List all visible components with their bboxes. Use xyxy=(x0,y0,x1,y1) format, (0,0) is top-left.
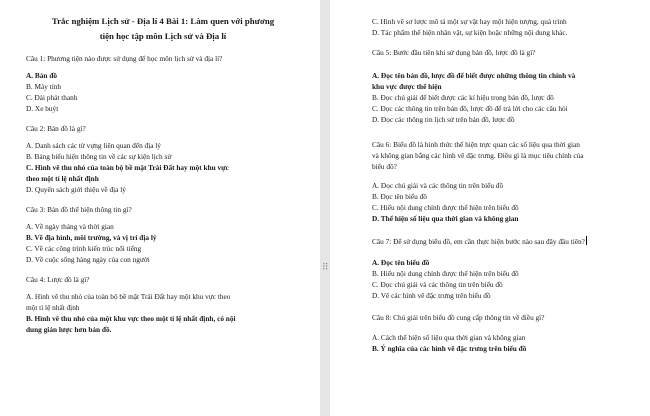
question-7-option-b: B. Hiểu nội dung chính được thể hiện trên biểu đồ xyxy=(372,269,519,278)
question-4-option-d: D. Tác phẩm thể hiện nhân vật, sự kiện hoặc những nội dung khác. xyxy=(372,28,568,37)
question-4-option-a-cont: một tỉ lệ nhất định xyxy=(26,303,80,312)
question-1-option-c: C. Đài phát thanh xyxy=(26,93,78,102)
question-8-option-a: A. Cách thể hiện số liệu qua thời gian và không gian xyxy=(372,333,526,342)
question-4: Câu 4: Lược đồ là gì? xyxy=(26,275,90,284)
question-6-line-2: và không gian bằng các hình vẽ đặc trưng. Điều gì là mục tiêu chính của xyxy=(372,151,584,160)
drag-handle-icon[interactable]: ⠿ xyxy=(322,263,329,273)
question-6-option-a: A. Đọc chú giải và các thông tin trên biểu đồ xyxy=(372,181,504,190)
question-7-option-c: C. Đọc chú giải và các thông tin trên biểu đồ xyxy=(372,280,503,289)
question-1: Câu 1: Phương tiện nào được sử dụng để học môn lịch sử và địa lí? xyxy=(26,54,223,63)
question-2-option-a: A. Danh sách các từ vựng liên quan đến địa lý xyxy=(26,141,161,150)
question-6-option-d: D. Thể hiện số liệu qua thời gian và không gian xyxy=(372,214,519,223)
question-7-text: Câu 7: Để sử dụng biểu đồ, em cần thực hiện bước nào sau đây đầu tiên? xyxy=(372,237,585,246)
question-2: Câu 2: Bản đồ là gì? xyxy=(26,124,86,133)
question-1-option-a: A. Bản đồ xyxy=(26,71,58,80)
title-line-2: tiện học tập môn Lịch sử và Địa lí xyxy=(99,31,227,41)
question-5: Câu 5: Bước đầu tiên khi sử dụng bản đồ, lược đồ là gì? xyxy=(372,48,536,57)
text-cursor xyxy=(586,236,587,245)
question-6-line-1: Câu 6: Biểu đồ là hình thức thể hiện trực quan các số liệu qua thời gian xyxy=(372,140,580,149)
question-5-option-a-cont: khu vực được thể hiện xyxy=(372,82,442,91)
question-4-option-c: C. Hình vẽ sơ lược mô tả một sự vật hay một hiện tượng, quá trình xyxy=(372,17,567,26)
question-5-option-c: C. Đọc các thông tin trên bản đồ, lược đồ để trả lời cho các câu hỏi xyxy=(372,104,568,113)
question-6-option-c: C. Hiểu nội dung chính được thể hiện trên biểu đồ xyxy=(372,203,519,212)
question-5-option-b: B. Đọc chú giải để biết được các kí hiệu trong bản đồ, lược đồ xyxy=(372,93,554,102)
question-1-option-d: D. Xe buýt xyxy=(26,104,59,113)
question-2-option-d: D. Quyển sách giới thiệu về địa lý xyxy=(26,185,126,194)
question-6-option-b: B. Đọc tên biểu đồ xyxy=(372,192,427,201)
document-title xyxy=(26,14,308,44)
question-5-option-d: D. Đọc các thông tin lịch sử trên bản đồ, lược đồ xyxy=(372,115,515,124)
document-page-left[interactable] xyxy=(0,0,320,416)
document-page-right[interactable] xyxy=(330,0,650,416)
question-3: Câu 3: Bản đồ thể hiện thông tin gì? xyxy=(26,205,132,214)
question-4-option-a: A. Hình vẽ thu nhỏ của toàn bộ bề mặt Trái Đất hay một khu vực theo xyxy=(26,292,231,301)
title-line-1: Trắc nghiệm Lịch sử - Địa lí 4 Bài 1: Làm quen với phương xyxy=(51,16,275,26)
question-3-option-b: B. Về địa hình, môi trường, và vị trí địa lý xyxy=(26,233,157,242)
question-3-option-d: D. Về cuộc sống hàng ngày của con người xyxy=(26,255,150,264)
question-6-line-3: biểu đồ? xyxy=(372,162,397,171)
question-8: Câu 8: Chú giải trên biểu đồ cung cấp thông tin về điều gì? xyxy=(372,313,545,322)
question-2-option-b: B. Bảng biểu hiện thông tin về các sự kiện lịch sử xyxy=(26,152,172,161)
question-4-option-b: B. Hình vẽ thu nhỏ của một khu vực theo một tỉ lệ nhất định, có nội xyxy=(26,314,236,323)
question-3-option-c: C. Về các công trình kiến trúc nổi tiếng xyxy=(26,244,142,253)
question-7-option-d: D. Vẽ các hình vẽ đặc trưng trên biểu đồ xyxy=(372,291,491,300)
question-7[interactable] xyxy=(372,236,640,247)
question-2-option-c-cont: theo một tỉ lệ nhất định xyxy=(26,174,99,183)
question-2-option-c: C. Hình vẽ thu nhỏ của toàn bộ bề mặt Trái Đất hay một khu vực xyxy=(26,163,229,172)
question-8-option-b: B. Ý nghĩa của các hình vẽ đặc trưng trên biểu đồ xyxy=(372,344,527,353)
question-3-option-a: A. Về ngày tháng và thời gian xyxy=(26,222,114,231)
question-1-option-b: B. Máy tính xyxy=(26,82,62,91)
question-7-option-a: A. Đọc tên biểu đồ xyxy=(372,258,430,267)
question-4-option-b-cont: dung giản lược hơn bản đồ. xyxy=(26,325,112,334)
question-5-option-a: A. Đọc tên bản đồ, lược đồ để biết được những thông tin chính và xyxy=(372,71,576,80)
